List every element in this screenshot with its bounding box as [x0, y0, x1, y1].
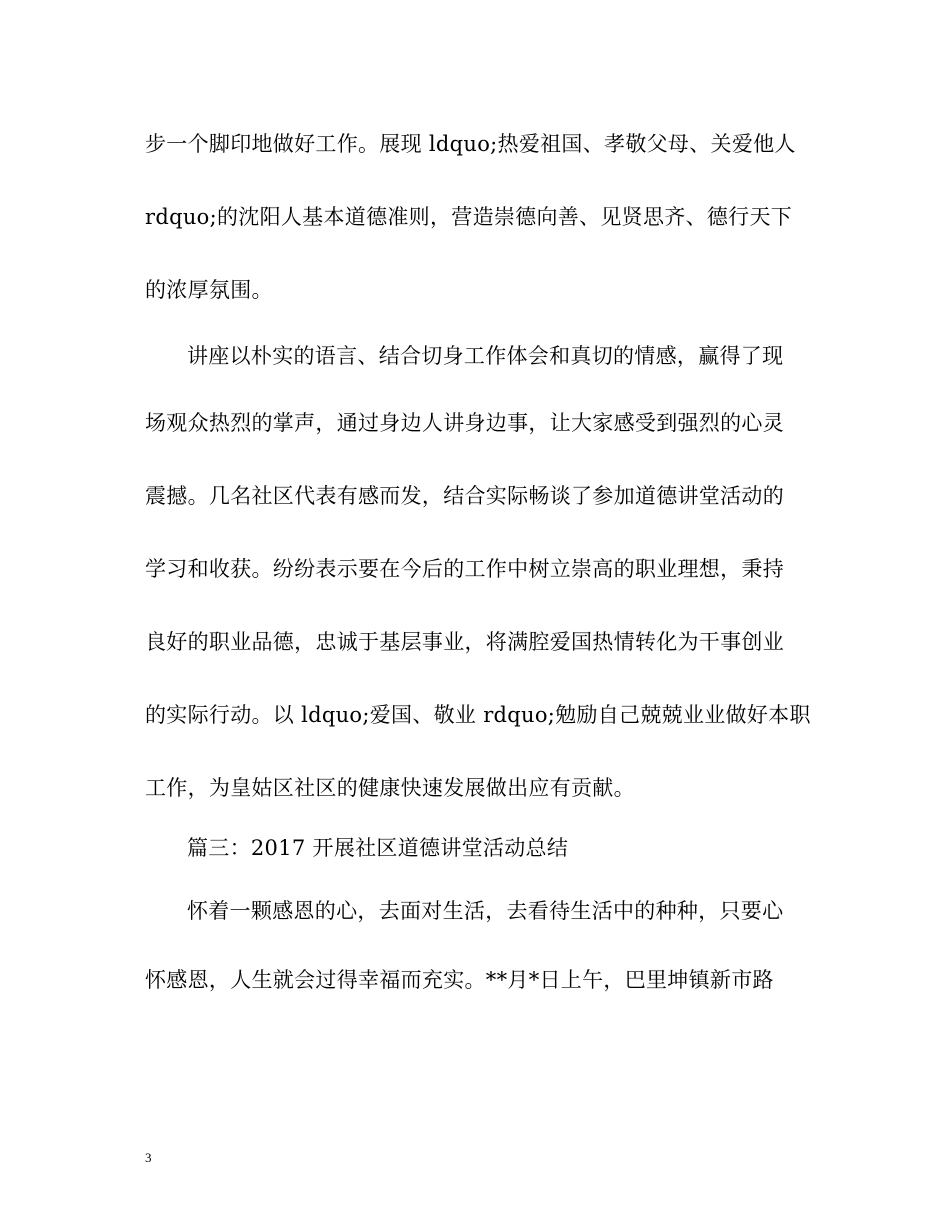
text-line: 怀感恩，人生就会过得幸福而充实。**月*日上午，巴里坤镇新市路 — [145, 968, 774, 992]
text-line: 场观众热烈的掌声，通过身边人讲身边事，让大家感受到强烈的心灵 — [145, 411, 784, 435]
text-line: 的实际行动。以 ldquo;爱国、敬业 rdquo;勉励自己兢兢业业做好本职 — [145, 703, 811, 727]
text-line: rdquo;的沈阳人基本道德准则，营造崇德向善、见贤思齐、德行天下 — [145, 205, 793, 229]
text-line: 震撼。几名社区代表有感而发，结合实际畅谈了参加道德讲堂活动的 — [145, 484, 784, 508]
text-line: 工作，为皇姑区社区的健康快速发展做出应有贡献。 — [145, 776, 635, 800]
paragraph-first-line: 怀着一颗感恩的心，去面对生活，去看待生活中的种种，只要心 — [187, 899, 784, 923]
page-number: 3 — [145, 1150, 152, 1165]
text-line: 学习和收获。纷纷表示要在今后的工作中树立崇高的职业理想，秉持 — [145, 557, 784, 581]
paragraph-first-line: 讲座以朴实的语言、结合切身工作体会和真切的情感，赢得了现 — [187, 344, 784, 368]
text-line: 良好的职业品德，忠诚于基层事业，将满腔爱国热情转化为干事创业 — [145, 630, 784, 654]
text-line: 步一个脚印地做好工作。展现 ldquo;热爱祖国、孝敬父母、关爱他人 — [145, 132, 796, 156]
section-heading: 篇三：2017 开展社区道德讲堂活动总结 — [187, 836, 569, 860]
text-line: 的浓厚氛围。 — [145, 278, 273, 302]
